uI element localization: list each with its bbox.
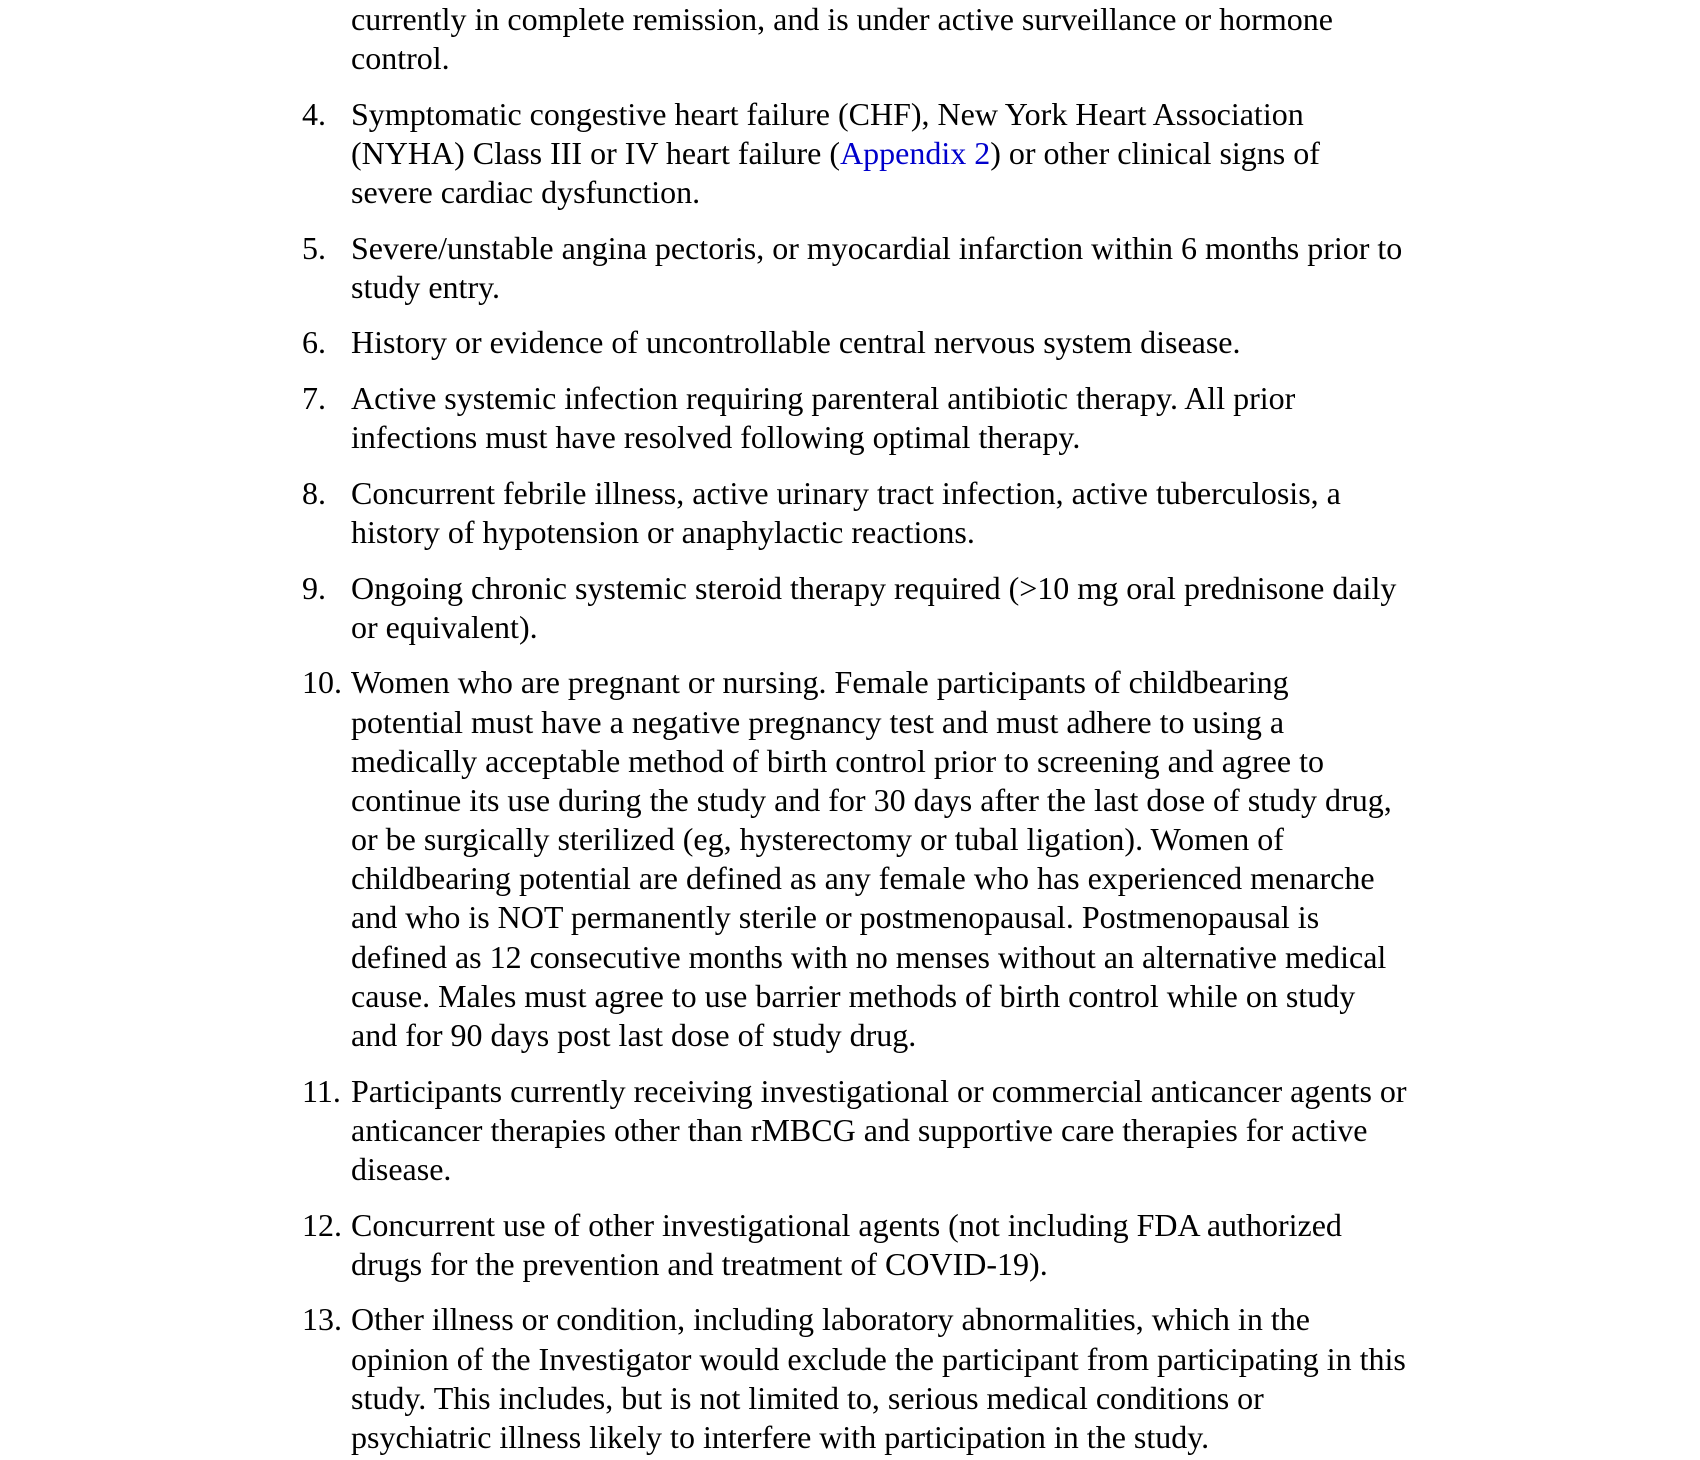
text-line: control. xyxy=(351,40,450,77)
list-item xyxy=(0,323,1700,362)
list-item-number: 13. xyxy=(302,1301,342,1338)
text-line: or equivalent). xyxy=(351,608,538,645)
text-line: cause. Males must agree to use barrier methods of birth control while on study xyxy=(351,977,1356,1014)
text-line: Other illness or condition, including laboratory abnormalities, which in the xyxy=(351,1301,1310,1338)
text-line: severe cardiac dysfunction. xyxy=(351,174,701,211)
text-span: ) or other clinical signs of xyxy=(990,134,1320,171)
list-item-number: 8. xyxy=(302,474,326,511)
text-line: continue its use during the study and for 30 days after the last dose of study drug, xyxy=(351,781,1392,818)
list-item xyxy=(0,229,1700,307)
list-item xyxy=(0,379,1700,457)
text-line: and who is NOT permanently sterile or postmenopausal. Postmenopausal is xyxy=(351,899,1320,936)
text-line: childbearing potential are defined as any female who has experienced menarche xyxy=(351,860,1375,897)
text-line: Concurrent febrile illness, active urinary tract infection, active tuberculosis, a xyxy=(351,474,1341,511)
text-line: or be surgically sterilized (eg, hysterectomy or tubal ligation). Women of xyxy=(351,821,1284,858)
text-line: psychiatric illness likely to interfere with participation in the study. xyxy=(351,1418,1210,1455)
text-line: Symptomatic congestive heart failure (CHF), New York Heart Association xyxy=(351,95,1304,132)
text-span: (NYHA) Class III or IV heart failure ( xyxy=(351,134,841,171)
list-item xyxy=(0,95,1700,213)
list-item-number: 4. xyxy=(302,95,326,132)
text-line: currently in complete remission, and is under active surveillance or hormone xyxy=(351,1,1333,37)
list-item-number: 9. xyxy=(302,569,326,606)
list-item xyxy=(0,1206,1700,1284)
text-line: defined as 12 consecutive months with no menses without an alternative medical xyxy=(351,938,1387,975)
text-line: Participants currently receiving investigational or commercial anticancer agents or xyxy=(351,1072,1407,1109)
text-line: infections must have resolved following optimal therapy. xyxy=(351,419,1081,456)
text-line: and for 90 days post last dose of study drug. xyxy=(351,1017,917,1054)
list-item-number: 11. xyxy=(302,1072,341,1109)
text-line: disease. xyxy=(351,1151,452,1187)
list-item xyxy=(0,663,1700,1055)
text-line: opinion of the Investigator would exclude the participant from participating in this xyxy=(351,1340,1406,1377)
list-item-number: 5. xyxy=(302,229,326,266)
text-line: Severe/unstable angina pectoris, or myocardial infarction within 6 months prior to xyxy=(351,229,1403,266)
text-line: study. This includes, but is not limited to, serious medical conditions or xyxy=(351,1379,1264,1416)
text-line: anticancer therapies other than rMBCG and supportive care therapies for active xyxy=(351,1111,1368,1148)
text-line: history of hypotension or anaphylactic reactions. xyxy=(351,514,975,551)
list-item xyxy=(0,1072,1700,1190)
list-item xyxy=(0,474,1700,552)
text-line: study entry. xyxy=(351,268,501,305)
appendix-2-link[interactable]: Appendix 2 xyxy=(840,134,991,171)
text-line: Concurrent use of other investigational agents (not including FDA authorized xyxy=(351,1206,1342,1243)
text-line: medically acceptable method of birth control prior to screening and agree to xyxy=(351,742,1324,779)
text-line: drugs for the prevention and treatment of COVID-19). xyxy=(351,1245,1048,1282)
list-item xyxy=(0,569,1700,647)
text-line: potential must have a negative pregnancy test and must adhere to using a xyxy=(351,703,1285,740)
list-item-number: 12. xyxy=(302,1206,342,1243)
list-item-number: 10. xyxy=(302,664,342,701)
exclusion-criteria-list xyxy=(0,95,1700,1457)
text-line xyxy=(0,134,1700,173)
continuation-paragraph xyxy=(0,0,1700,78)
list-item-number: 6. xyxy=(302,324,326,361)
text-line: Women who are pregnant or nursing. Female participants of childbearing xyxy=(351,664,1289,701)
list-item-number: 7. xyxy=(302,380,326,417)
text-line: History or evidence of uncontrollable central nervous system disease. xyxy=(351,324,1241,361)
text-line: Ongoing chronic systemic steroid therapy required (>10 mg oral prednisone daily xyxy=(351,569,1397,606)
text-line: Active systemic infection requiring parenteral antibiotic therapy. All prior xyxy=(351,380,1296,417)
list-item xyxy=(0,1300,1700,1457)
